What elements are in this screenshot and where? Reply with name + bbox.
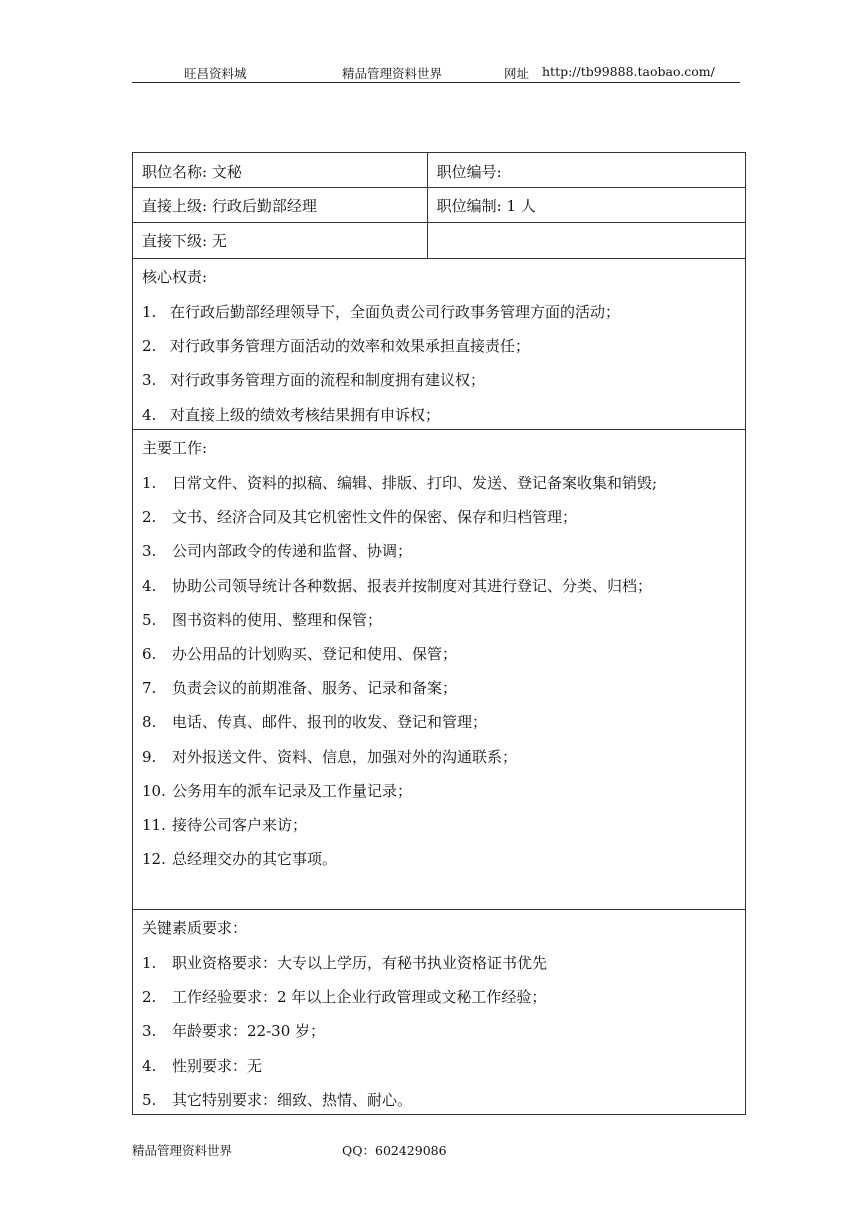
core-duties-section — [133, 259, 745, 429]
direct-subordinate: 直接下级: 无 — [142, 232, 227, 250]
position-no-cell — [427, 153, 745, 188]
footer-site-name: 精品管理资料世界 — [132, 1143, 233, 1158]
position-name: 职位名称: 文秘 — [142, 163, 242, 181]
list-item: 1. 日常文件、资料的拟稿、编辑、排版、打印、发送、登记备案收集和销毁; — [142, 474, 658, 492]
header-web-label: 网址 — [504, 66, 530, 81]
table-row — [133, 910, 746, 1115]
list-item: 3. 对行政事务管理方面的流程和制度拥有建议权； — [142, 371, 486, 390]
list-item: 1. 职业资格要求：大专以上学历，有秘书执业资格证书优先 — [142, 954, 548, 972]
empty-cell — [427, 223, 745, 259]
table-row — [133, 259, 746, 430]
header-shop-name: 旺昌资料城 — [184, 66, 247, 81]
list-item: 4. 对直接上级的绩效考核结果拥有申诉权； — [142, 405, 441, 424]
header-url-link[interactable]: http://tb99888.taobao.com/ — [542, 64, 715, 79]
list-item: 4. 性别要求：无 — [142, 1056, 263, 1075]
list-item: 5. 其它特别要求：细致、热情、耐心。 — [142, 1090, 413, 1109]
page-header — [132, 60, 740, 83]
list-item: 2. 工作经验要求：2 年以上企业行政管理或文秘工作经验； — [142, 988, 547, 1007]
superior-cell — [133, 188, 428, 223]
header-site-name: 精品管理资料世界 — [342, 66, 443, 81]
position-no: 职位编号: — [436, 163, 502, 181]
list-item: 7. 负责会议的前期准备、服务、记录和备案； — [142, 679, 458, 698]
headcount-cell — [427, 188, 745, 223]
list-item: 4. 协助公司领导统计各种数据、报表并按制度对其进行登记、分类、归档； — [142, 576, 653, 595]
table-row — [133, 430, 746, 910]
list-item: 5. 图书资料的使用、整理和保管； — [142, 610, 383, 629]
headcount: 职位编制: 1 人 — [436, 197, 536, 215]
page-footer — [132, 1141, 447, 1159]
main-work-section — [133, 430, 745, 909]
job-description-table — [132, 152, 746, 1115]
list-item: 1. 在行政后勤部经理领导下，全面负责公司行政事务管理方面的活动； — [142, 303, 621, 321]
list-item: 2. 文书、经济合同及其它机密性文件的保密、保存和归档管理； — [142, 508, 578, 527]
requirements-section — [133, 910, 745, 1114]
position-name-cell — [133, 153, 428, 188]
list-item: 6. 办公用品的计划购买、登记和使用、保管； — [142, 644, 458, 663]
list-item: 2. 对行政事务管理方面活动的效率和效果承担直接责任； — [142, 337, 531, 356]
list-item: 11. 接待公司客户来访； — [142, 815, 308, 834]
main-work-cell — [133, 430, 746, 910]
list-item: 3. 年龄要求：22-30 岁； — [142, 1022, 326, 1041]
main-work-title: 主要工作: — [142, 439, 208, 457]
footer-qq: QQ：602429086 — [342, 1143, 447, 1158]
table-row — [133, 153, 746, 188]
requirements-title: 关键素质要求： — [142, 919, 248, 937]
list-item: 8. 电话、传真、邮件、报刊的收发、登记和管理； — [142, 713, 488, 732]
table-row — [133, 188, 746, 223]
core-duties-title: 核心权责: — [142, 268, 208, 286]
direct-superior: 直接上级: 行政后勤部经理 — [142, 197, 317, 215]
list-item: 3. 公司内部政令的传递和监督、协调； — [142, 542, 413, 561]
list-item: 9. 对外报送文件、资料、信息，加强对外的沟通联系； — [142, 747, 518, 766]
core-duties-cell — [133, 259, 746, 430]
table-row — [133, 223, 746, 259]
list-item: 10. 公务用车的派车记录及工作量记录； — [142, 781, 413, 800]
list-item: 12. 总经理交办的其它事项。 — [142, 850, 338, 869]
subordinate-cell — [133, 223, 428, 259]
requirements-cell — [133, 910, 746, 1115]
